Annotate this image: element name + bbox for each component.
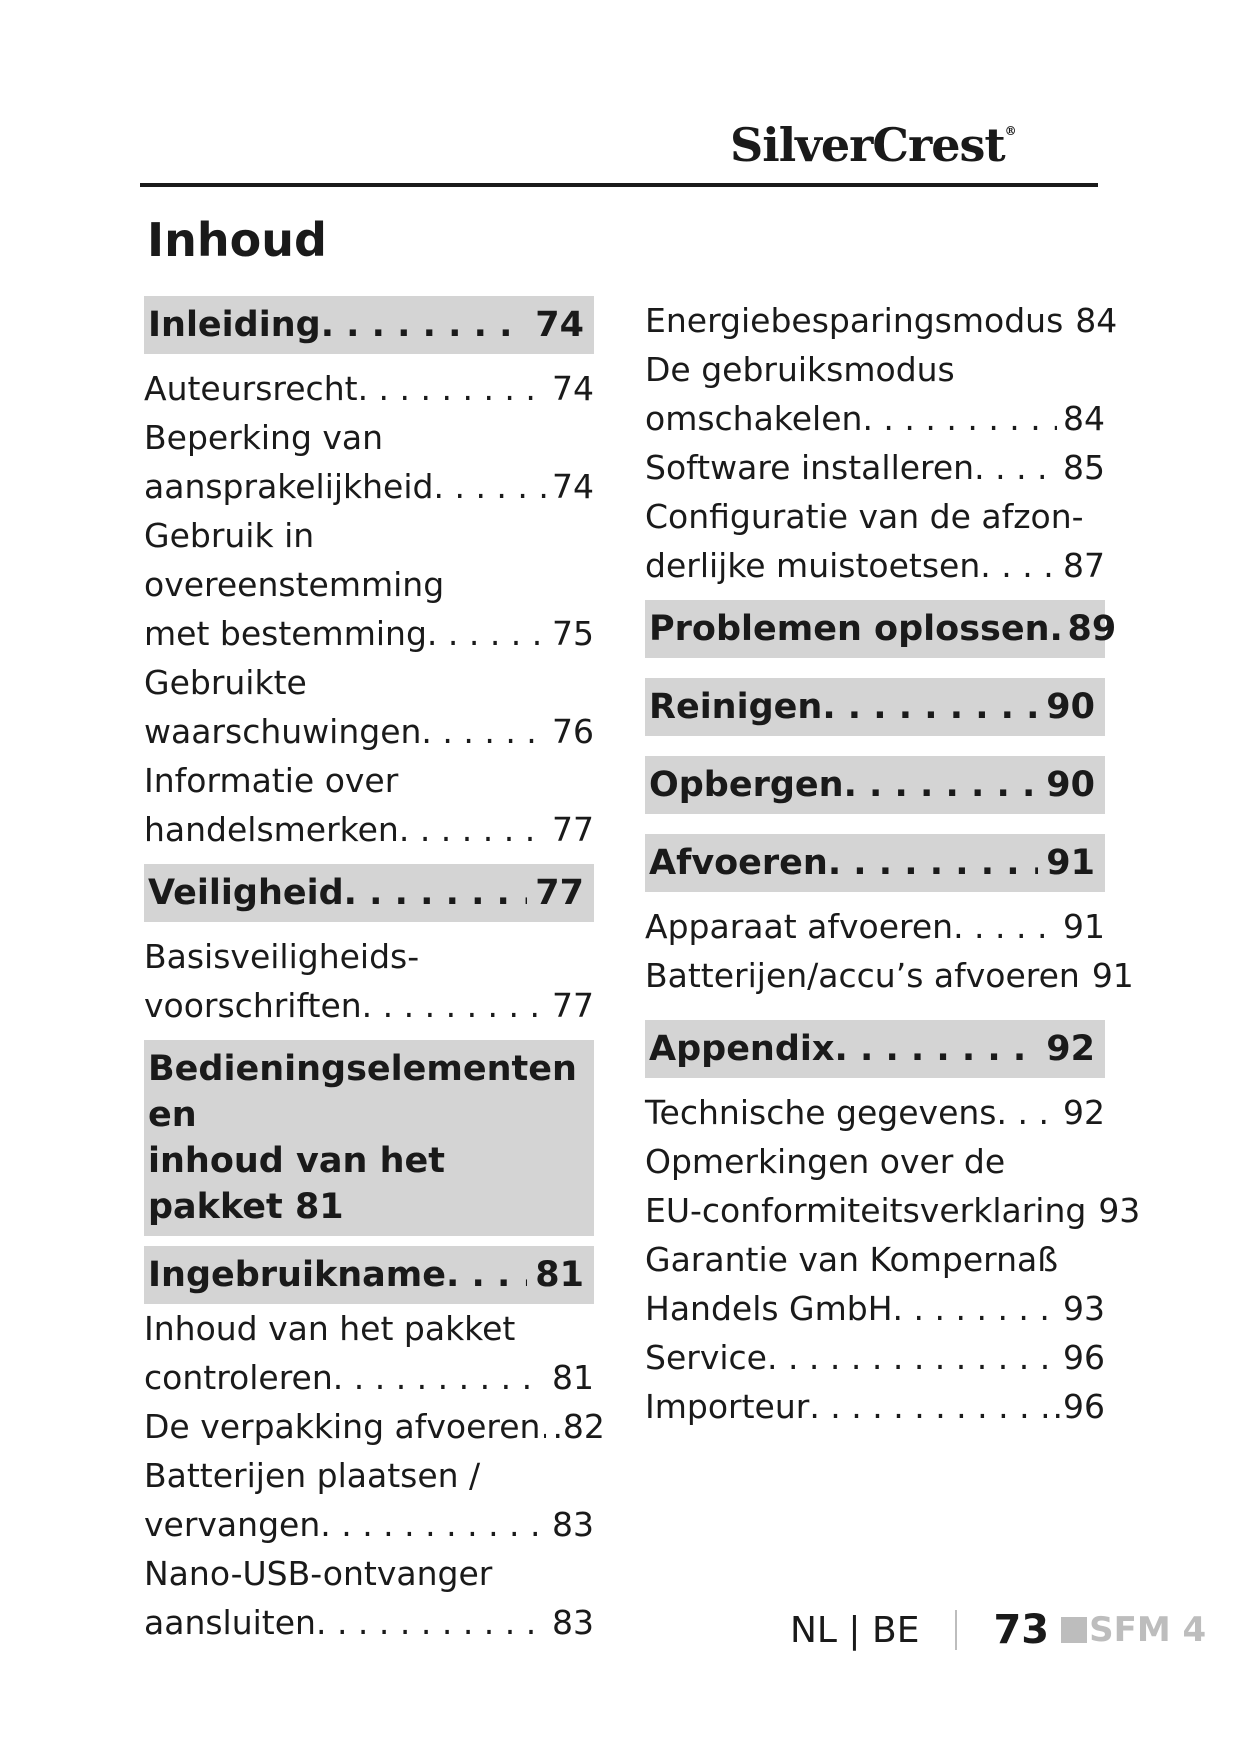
dot-leader [358,364,546,413]
section-label: Veiligheid [148,873,344,913]
entry-page: 74 [552,369,594,408]
toc-left-column [144,296,605,1647]
section-page: 91 [1046,843,1095,883]
toc-section-ingebruikname[interactable] [144,1246,594,1304]
entry-first-line: De gebruiksmodus [645,350,955,389]
entry-label: aansprakelijkheid [144,467,434,506]
language-label: NL | BE [790,1609,920,1651]
dot-leader [362,981,546,1030]
entry-label: EU-conformiteitsverklaring [645,1191,1087,1230]
dot-leader [344,870,528,916]
entry-first-line: Batterijen plaatsen / [144,1456,481,1495]
dot-leader [844,762,1039,808]
dot-leader [767,1333,1057,1382]
entry-label: vervangen [144,1505,321,1544]
toc-entry-technische-gegevens[interactable] [645,1088,1105,1137]
section-label-line1: Bedieningselementen en [148,1049,577,1135]
entry-page: 93 [1098,1191,1141,1230]
entry-label: controleren [144,1358,333,1397]
entry-label: Apparaat afvoeren [645,907,954,946]
entry-first-line: Informatie over [144,761,399,800]
model-code: SFM 4 [1089,1610,1207,1650]
toc-section-inleiding[interactable] [144,296,594,354]
toc-entry-energiebesparingsmodus[interactable] [645,296,1118,345]
toc-entry-batterijen-afvoeren[interactable] [645,951,1134,1000]
dot-leader [333,1353,546,1402]
dot-leader [862,394,1057,443]
brand-name: SilverCrest [730,118,1005,172]
dot-leader [893,1284,1057,1333]
toc-entry-waarschuwingen[interactable] [144,658,594,756]
dot-leader [446,1252,527,1298]
toc-entry-bestemming[interactable] [144,511,594,658]
toc-section-opbergen[interactable] [645,756,1105,814]
entry-first-line: Basisveiligheids- [144,937,420,976]
toc-section-problemen-oplossen[interactable] [645,600,1117,658]
entry-label: Energiebesparingsmodus [645,301,1064,340]
toc-section-veiligheid[interactable] [144,864,594,922]
entry-label: derlijke muistoetsen [645,546,981,585]
dot-leader [321,302,528,348]
dot-leader [433,462,546,511]
toc-entry-gebruiksmodus[interactable] [645,345,1105,443]
dot-leader [834,1026,1038,1072]
entry-page: .82 [552,1407,605,1446]
toc-entry-conformiteitsverklaring[interactable] [645,1137,1141,1235]
toc-entry-pakket-controleren[interactable] [144,1304,594,1402]
entry-page: 83 [552,1505,594,1544]
section-page: 89 [1067,609,1117,649]
entry-label: omschakelen [645,399,863,438]
entry-label: Importeur [645,1387,810,1426]
dot-leader [809,1382,1046,1431]
entry-page: 81 [552,1358,594,1397]
entry-label: met bestemming [144,614,427,653]
entry-page: 91 [1063,907,1105,946]
entry-label: De verpakking afvoeren [144,1407,541,1446]
entry-page: 96 [1063,1338,1105,1377]
entry-label: aansluiten [144,1603,316,1642]
brand-logo [730,118,1060,174]
entry-first-line: Gebruikte [144,663,307,702]
entry-page: 87 [1063,546,1105,585]
entry-page: 77 [552,986,594,1025]
toc-entry-verpakking-afvoeren[interactable] [144,1402,605,1451]
toc-section-afvoeren[interactable] [645,834,1105,892]
page-number: 73 [993,1607,1050,1653]
dot-leader [1050,606,1060,652]
entry-first-line: Nano-USB-ontvanger [144,1554,493,1593]
toc-right-column [645,296,1141,1431]
toc-entry-apparaat-afvoeren[interactable] [645,902,1105,951]
entry-first-line: Configuratie van de afzon- [645,497,1084,536]
section-label: Problemen oplossen [649,609,1050,649]
entry-page: 84 [1063,399,1105,438]
dot-leader [421,707,546,756]
entry-first-line: Beperking van [144,418,384,457]
dot-leader [316,1598,546,1647]
header-rule [140,183,1098,187]
entry-page: 91 [1091,956,1134,995]
footer-divider [955,1610,957,1650]
entry-page: 83 [552,1603,594,1642]
dot-leader [822,684,1038,730]
toc-entry-muistoetsen[interactable] [645,492,1105,590]
dot-leader [828,840,1038,886]
toc-entry-auteursrecht[interactable] [144,364,594,413]
toc-entry-importeur[interactable] [645,1382,1105,1431]
toc-section-appendix[interactable] [645,1020,1105,1078]
section-label: Ingebruikname [148,1255,446,1295]
section-label-line2: inhoud van het pakket 81 [148,1141,445,1227]
entry-page: 77 [552,810,594,849]
entry-page: 85 [1063,448,1105,487]
entry-first-line: Garantie van Kompernaß [645,1240,1059,1279]
section-page: 90 [1046,687,1095,727]
section-label: Appendix [649,1029,835,1069]
toc-entry-voorschriften[interactable] [144,932,594,1030]
dot-leader [974,443,1057,492]
entry-page: 76 [552,712,594,751]
entry-page: 84 [1075,301,1118,340]
toc-entry-aansprakelijkheid[interactable] [144,413,594,511]
entry-label: Software installeren [645,448,975,487]
section-page: 81 [535,1255,584,1295]
toc-entry-service[interactable] [645,1333,1105,1382]
entry-page: 92 [1063,1093,1105,1132]
entry-label: Auteursrecht [144,369,358,408]
toc-entry-software-installeren[interactable] [645,443,1105,492]
dot-leader [980,541,1057,590]
entry-page: 74 [552,467,594,506]
section-page: 74 [535,305,584,345]
grey-square-icon [1061,1617,1087,1643]
dot-leader [399,805,546,854]
dot-leader [427,609,546,658]
dot-leader [320,1500,546,1549]
page-footer [790,1605,1206,1655]
entry-label: Batterijen/accu’s afvoeren [645,956,1080,995]
section-page: 92 [1046,1029,1095,1069]
page-title: Inhoud [147,213,327,267]
entry-label: waarschuwingen [144,712,422,751]
entry-page: 93 [1063,1289,1105,1328]
entry-label: Technische gegevens [645,1093,997,1132]
entry-label: Service [645,1338,767,1377]
entry-page: 75 [552,614,594,653]
toc-section-reinigen[interactable] [645,678,1105,736]
section-label: Opbergen [649,765,844,805]
entry-label: Handels GmbH [645,1289,893,1328]
entry-first-line: Opmerkingen over de [645,1142,1006,1181]
section-page: 90 [1046,765,1095,805]
entry-first-line: Gebruik in overeenstemming [144,516,445,604]
section-label: Afvoeren [649,843,828,883]
toc-entry-handelsmerken[interactable] [144,756,594,854]
entry-label: voorschriften [144,986,362,1025]
section-label: Inleiding [148,305,321,345]
toc-entry-ontvanger-aansluiten[interactable] [144,1549,594,1647]
entry-first-line: Inhoud van het pakket [144,1309,516,1348]
section-label: Reinigen [649,687,823,727]
registered-mark: ® [1004,124,1016,138]
dot-leader [953,902,1057,951]
entry-page: .96 [1052,1387,1105,1426]
toc-section-bedieningselementen[interactable] [144,1040,594,1236]
toc-entry-garantie[interactable] [645,1235,1105,1333]
section-page: 77 [535,873,584,913]
dot-leader [996,1088,1057,1137]
toc-entry-batterijen-plaatsen[interactable] [144,1451,594,1549]
entry-label: handelsmerken [144,810,399,849]
